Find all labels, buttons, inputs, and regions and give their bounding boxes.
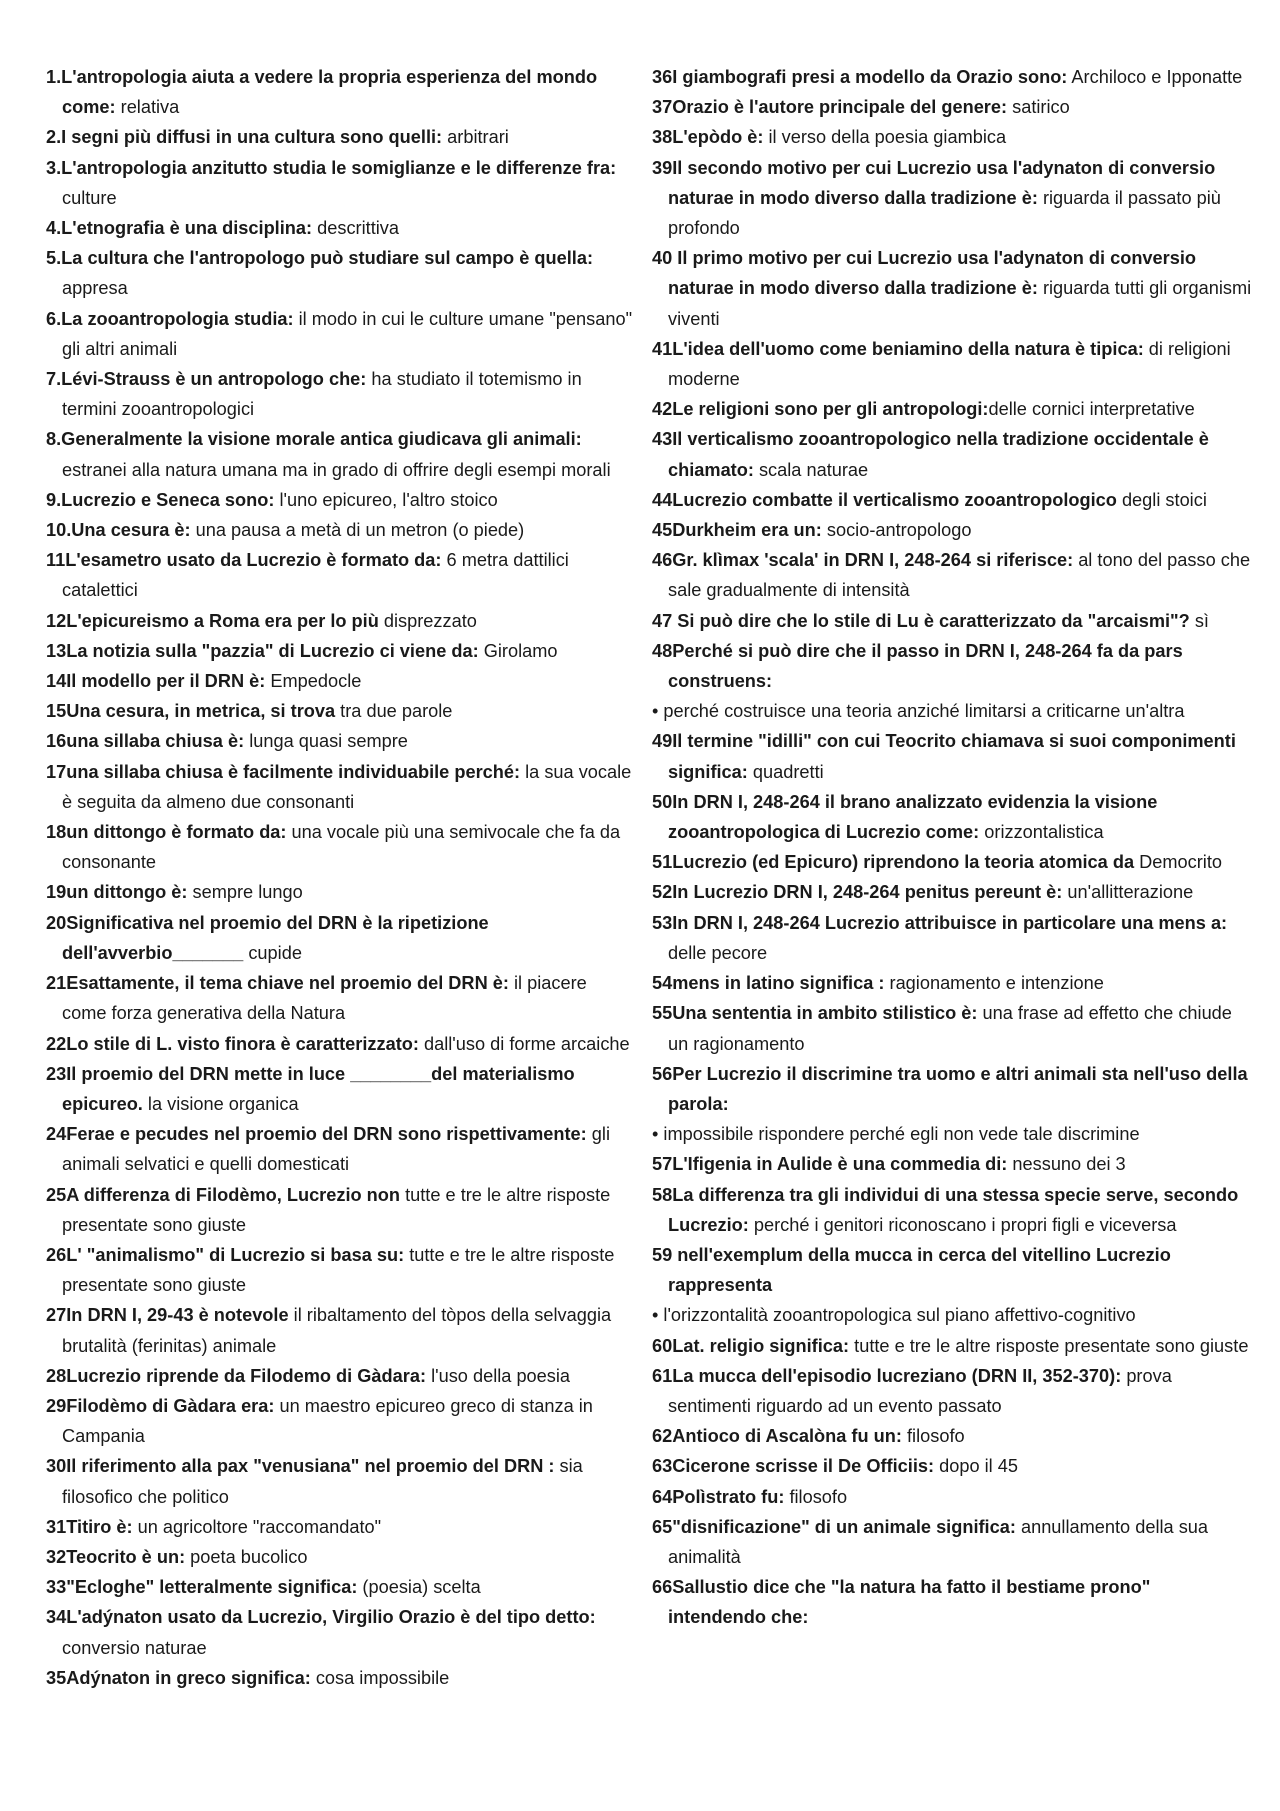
answer-text: dopo il 45: [934, 1456, 1018, 1477]
question-text: 46Gr. klìmax 'scala' in DRN I, 248-264 si riferisce:: [652, 550, 1074, 571]
question-text: 5.La cultura che l'antropologo può studiare sul campo è quella:: [46, 248, 594, 269]
answer-text: sempre lungo: [187, 882, 303, 903]
answer-text: tutte e tre le altre risposte presentate sono giuste: [849, 1335, 1249, 1356]
answer-text: sì: [1189, 610, 1209, 631]
question-text: 51Lucrezio (ed Epicuro) riprendono la teoria atomica da: [652, 852, 1135, 873]
question-text: 33"Ecloghe" letteralmente significa:: [46, 1577, 358, 1598]
question-item: [652, 243, 1252, 334]
question-text: 53In DRN I, 248-264 Lucrezio attribuisce in particolare una mens a:: [652, 912, 1228, 933]
question-text: 29Filodèmo di Gàdara era:: [46, 1395, 275, 1416]
answer-text: la visione organica: [142, 1093, 299, 1114]
question-text: 31Titiro è:: [46, 1516, 133, 1537]
answer-text: gli animali selvatici e quelli domesticati: [62, 1124, 610, 1175]
question-text: 55Una sententia in ambito stilistico è:: [652, 1003, 978, 1024]
question-item: [46, 1029, 636, 1059]
answer-bullet: [652, 1119, 1252, 1149]
question-text: 34L'adýnaton usato da Lucrezio, Virgilio Orazio è del tipo detto:: [46, 1607, 596, 1628]
question-text: 58La differenza tra gli individui di una stessa specie serve, secondo Lucrezio:: [652, 1184, 1239, 1235]
question-item: [46, 1663, 636, 1693]
answer-text: delle cornici interpretative: [988, 399, 1195, 420]
answer-text: filosofo: [784, 1486, 848, 1507]
answer-text: prova sentimenti riguardo ad un evento passato: [668, 1365, 1172, 1416]
question-item: [46, 545, 636, 605]
answer-text: tutte e tre le altre risposte presentate sono giuste: [62, 1244, 615, 1296]
question-text: 8.Generalmente la visione morale antica giudicava gli animali:: [46, 429, 582, 450]
question-text: 47 Si può dire che lo stile di Lu è caratterizzato da "arcaismi"?: [652, 610, 1190, 631]
question-text: 22Lo stile di L. visto finora è caratterizzato:: [46, 1033, 419, 1054]
question-text: 4.L'etnografia è una disciplina:: [46, 218, 313, 239]
question-text: 10.Una cesura è:: [46, 520, 191, 541]
question-text: 45Durkheim era un:: [652, 520, 822, 541]
question-item: [46, 1542, 636, 1572]
answer-text: poeta bucolico: [185, 1546, 308, 1567]
answer-text: 6 metra dattilici catalettici: [62, 550, 569, 601]
question-item: [652, 424, 1252, 484]
question-item: [652, 545, 1252, 605]
answer-text: un maestro epicureo greco di stanza in Campania: [62, 1395, 593, 1447]
question-item: [46, 1572, 636, 1602]
question-item: [46, 666, 636, 696]
question-text: 44Lucrezio combatte il verticalismo zooantropologico: [652, 489, 1117, 510]
answer-text: di religioni moderne: [668, 338, 1231, 390]
question-text: 21Esattamente, il tema chiave nel proemio del DRN è:: [46, 973, 509, 994]
question-item: [652, 847, 1252, 877]
question-text: 13La notizia sulla "pazzia" di Lucrezio ci viene da:: [46, 640, 479, 661]
answer-text: la sua vocale è seguita da almeno due consonanti: [62, 761, 632, 812]
question-item: [46, 485, 636, 515]
question-text: 12L'epicureismo a Roma era per lo più: [46, 610, 379, 631]
question-item: [46, 62, 636, 122]
question-item: [652, 1149, 1252, 1179]
question-item: [46, 1059, 636, 1119]
question-text: 39Il secondo motivo per cui Lucrezio usa l'adynaton di conversio naturae in modo diverso dalla tradizione è:: [652, 157, 1216, 208]
question-text: 18un dittongo è formato da:: [46, 822, 287, 843]
answer-text: lunga quasi sempre: [244, 731, 408, 752]
question-item: [652, 1059, 1252, 1119]
question-item: [652, 334, 1252, 394]
question-item: [652, 1361, 1252, 1421]
answer-text: riguarda il passato più profondo: [668, 187, 1221, 239]
question-text: 61La mucca dell'episodio lucreziano (DRN II, 352-370):: [652, 1365, 1122, 1386]
answer-text: Girolamo: [478, 640, 558, 661]
question-item: [652, 394, 1252, 424]
question-item: [652, 1180, 1252, 1240]
question-text: 40 Il primo motivo per cui Lucrezio usa l'adynaton di conversio naturae in modo diverso dalla tradizione è:: [652, 248, 1197, 299]
answer-text: l'uso della poesia: [426, 1365, 571, 1386]
answer-text: degli stoici: [1116, 489, 1207, 510]
right-column: [652, 62, 1252, 1633]
answer-text: un agricoltore "raccomandato": [132, 1516, 382, 1537]
answer-text: dall'uso di forme arcaiche: [418, 1033, 630, 1054]
answer-text: arbitrari: [442, 127, 509, 148]
question-item: [652, 636, 1252, 696]
answer-text: ragionamento e intenzione: [884, 973, 1104, 994]
bullet-icon: •: [652, 1305, 664, 1326]
question-item: [652, 908, 1252, 968]
question-text: 3.L'antropologia anzitutto studia le somiglianze e le differenze fra:: [46, 157, 617, 178]
question-text: 54mens in latino significa :: [652, 973, 885, 994]
answer-text: filosofo: [901, 1426, 965, 1447]
question-text: 32Teocrito è un:: [46, 1546, 186, 1567]
answer-text: relativa: [115, 97, 180, 118]
answer-text: cupide: [243, 942, 302, 963]
question-text: 56Per Lucrezio il discrimine tra uomo e altri animali sta nell'uso della parola:: [652, 1063, 1248, 1114]
question-item: [46, 1512, 636, 1542]
answer-text: perché costruisce una teoria anziché limitarsi a criticarne un'altra: [663, 701, 1185, 722]
answer-text: disprezzato: [378, 610, 477, 631]
question-text: 52In Lucrezio DRN I, 248-264 penitus pereunt è:: [652, 882, 1063, 903]
question-item: [46, 1180, 636, 1240]
question-item: [46, 1240, 636, 1300]
left-column: [46, 62, 636, 1693]
question-item: [652, 1572, 1252, 1632]
question-text: 60Lat. religio significa:: [652, 1335, 850, 1356]
answer-text: estranei alla natura umana ma in grado di offrire degli esempi morali: [62, 459, 611, 480]
question-text: 2.I segni più diffusi in una cultura sono quelli:: [46, 127, 443, 148]
question-item: [652, 1451, 1252, 1481]
answer-text: delle pecore: [668, 942, 768, 963]
question-text: 35Adýnaton in greco significa:: [46, 1667, 311, 1688]
question-text: 42Le religioni sono per gli antropologi:: [652, 399, 989, 420]
answer-text: orizzontalistica: [979, 822, 1104, 843]
answer-text: il verso della poesia giambica: [763, 127, 1007, 148]
question-text: 41L'idea dell'uomo come beniamino della natura è tipica:: [652, 338, 1144, 359]
question-text: 64Polìstrato fu:: [652, 1486, 785, 1507]
question-item: [46, 364, 636, 424]
question-text: 11L'esametro usato da Lucrezio è formato da:: [46, 550, 442, 571]
answer-text: descrittiva: [312, 218, 400, 239]
question-text: 26L' "animalismo" di Lucrezio si basa su:: [46, 1244, 405, 1265]
question-text: 7.Lévi-Strauss è un antropologo che:: [46, 369, 367, 390]
question-text: 65"disnificazione" di un animale significa:: [652, 1516, 1016, 1537]
answer-text: tra due parole: [335, 701, 453, 722]
question-item: [652, 485, 1252, 515]
question-text: 1.L'antropologia aiuta a vedere la propria esperienza del mondo come:: [46, 67, 598, 118]
question-text: 14Il modello per il DRN è:: [46, 671, 266, 692]
answer-bullet: [652, 696, 1252, 726]
question-item: [652, 877, 1252, 907]
question-item: [652, 606, 1252, 636]
answer-text: una frase ad effetto che chiude un ragionamento: [668, 1003, 1232, 1054]
answer-text: un'allitterazione: [1062, 882, 1194, 903]
question-item: [652, 726, 1252, 786]
answer-text: nessuno dei 3: [1007, 1154, 1126, 1175]
question-text: 28Lucrezio riprende da Filodemo di Gàdara:: [46, 1365, 427, 1386]
question-text: 49Il termine "idilli" con cui Teocrito chiamava si suoi componimenti significa:: [652, 731, 1236, 782]
answer-text: appresa: [62, 278, 128, 299]
question-text: 6.La zooantropologia studia:: [46, 308, 294, 329]
answer-text: Archiloco e Ipponatte: [1067, 67, 1243, 87]
answer-text: al tono del passo che sale gradualmente di intensità: [668, 550, 1251, 601]
question-item: [652, 153, 1252, 244]
question-item: [46, 153, 636, 213]
question-item: [46, 1119, 636, 1179]
question-item: [46, 515, 636, 545]
bullet-icon: •: [652, 1124, 664, 1145]
question-text: 59 nell'exemplum della mucca in cerca del vitellino Lucrezio rappresenta: [652, 1244, 1171, 1296]
bullet-icon: •: [652, 701, 664, 722]
question-item: [46, 1602, 636, 1662]
question-item: [46, 424, 636, 484]
question-item: [652, 1421, 1252, 1451]
answer-text: quadretti: [747, 761, 824, 782]
answer-text: Empedocle: [265, 671, 362, 692]
answer-text: socio-antropologo: [821, 520, 972, 541]
question-text: 38L'epòdo è:: [652, 127, 764, 148]
question-item: [652, 1512, 1252, 1572]
question-text: 16una sillaba chiusa è:: [46, 731, 245, 752]
answer-text: l'orizzontalità zooantropologica sul piano affettivo-cognitivo: [663, 1305, 1136, 1326]
question-item: [46, 817, 636, 877]
answer-text: (poesia) scelta: [357, 1577, 481, 1598]
answer-text: una pausa a metà di un metron (o piede): [190, 520, 525, 541]
answer-text: sia filosofico che politico: [62, 1456, 583, 1507]
question-item: [652, 62, 1252, 92]
answer-text: satirico: [1007, 97, 1070, 118]
question-text: 9.Lucrezio e Seneca sono:: [46, 489, 275, 510]
question-item: [652, 1482, 1252, 1512]
question-item: [46, 968, 636, 1028]
question-item: [46, 877, 636, 907]
question-item: [46, 1300, 636, 1360]
question-text: 24Ferae e pecudes nel proemio del DRN sono rispettivamente:: [46, 1124, 587, 1145]
question-item: [46, 726, 636, 756]
answer-text: perché i genitori riconoscano i propri figli e viceversa: [748, 1214, 1177, 1235]
question-item: [46, 908, 636, 968]
question-item: [652, 515, 1252, 545]
question-item: [46, 1391, 636, 1451]
answer-bullet: [652, 1300, 1252, 1330]
question-text: 19un dittongo è:: [46, 882, 188, 903]
question-text: 15Una cesura, in metrica, si trova: [46, 701, 336, 722]
question-text: 62Antioco di Ascalòna fu un:: [652, 1426, 902, 1447]
question-item: [652, 92, 1252, 122]
answer-text: una vocale più una semivocale che fa da consonante: [62, 822, 621, 873]
question-item: [46, 636, 636, 666]
question-text: 37Orazio è l'autore principale del genere:: [652, 97, 1008, 118]
answer-text: l'uno epicureo, l'altro stoico: [274, 489, 498, 510]
answer-text: cosa impossibile: [310, 1667, 450, 1688]
question-item: [652, 968, 1252, 998]
question-item: [46, 1361, 636, 1391]
question-item: [652, 1240, 1252, 1300]
question-text: 66Sallustio dice che "la natura ha fatto il bestiame prono" intendendo che:: [652, 1577, 1151, 1628]
answer-text: impossibile rispondere perché egli non vede tale discrimine: [663, 1124, 1140, 1145]
question-item: [46, 213, 636, 243]
answer-text: annullamento della sua animalità: [668, 1516, 1209, 1567]
question-text: 43Il verticalismo zooantropologico nella tradizione occidentale è chiamato:: [652, 429, 1209, 480]
question-text: 23Il proemio del DRN mette in luce ________del materialismo epicureo.: [46, 1063, 575, 1114]
question-text: 50In DRN I, 248-264 il brano analizzato evidenzia la visione zooantropologica di Lucrezio come:: [652, 791, 1158, 843]
answer-text: conversio naturae: [62, 1637, 207, 1658]
answer-text: culture: [62, 187, 117, 208]
question-item: [652, 1331, 1252, 1361]
answer-text: il ribaltamento del tòpos della selvaggia brutalità (ferinitas) animale: [62, 1305, 612, 1356]
question-item: [46, 606, 636, 636]
answer-text: riguarda tutti gli organismi viventi: [668, 278, 1252, 329]
question-text: 36I giambografi presi a modello da Orazio sono:: [652, 67, 1068, 87]
question-item: [46, 122, 636, 152]
question-text: 63Cicerone scrisse il De Officiis:: [652, 1456, 935, 1477]
question-text: 25A differenza di Filodèmo, Lucrezio non: [46, 1184, 401, 1205]
answer-text: ha studiato il totemismo in termini zooantropologici: [62, 369, 582, 420]
question-item: [46, 304, 636, 364]
question-text: 20Significativa nel proemio del DRN è la ripetizione dell'avverbio_______: [46, 912, 489, 963]
question-text: 27In DRN I, 29-43 è notevole: [46, 1305, 289, 1326]
question-text: 17una sillaba chiusa è facilmente individuabile perché:: [46, 761, 521, 782]
question-text: 57L'Ifigenia in Aulide è una commedia di:: [652, 1154, 1008, 1175]
question-item: [46, 757, 636, 817]
question-item: [46, 696, 636, 726]
question-text: 48Perché si può dire che il passo in DRN I, 248-264 fa da pars construens:: [652, 640, 1183, 692]
answer-text: scala naturae: [753, 459, 869, 480]
question-item: [46, 243, 636, 303]
question-text: 30Il riferimento alla pax "venusiana" nel proemio del DRN :: [46, 1456, 555, 1477]
answer-text: il modo in cui le culture umane "pensano" gli altri animali: [62, 308, 633, 359]
question-item: [652, 998, 1252, 1058]
question-item: [46, 1451, 636, 1511]
answer-text: tutte e tre le altre risposte presentate sono giuste: [62, 1184, 611, 1235]
answer-text: Democrito: [1134, 852, 1223, 873]
question-item: [652, 787, 1252, 847]
question-item: [652, 122, 1252, 152]
answer-text: il piacere come forza generativa della Natura: [62, 973, 587, 1024]
